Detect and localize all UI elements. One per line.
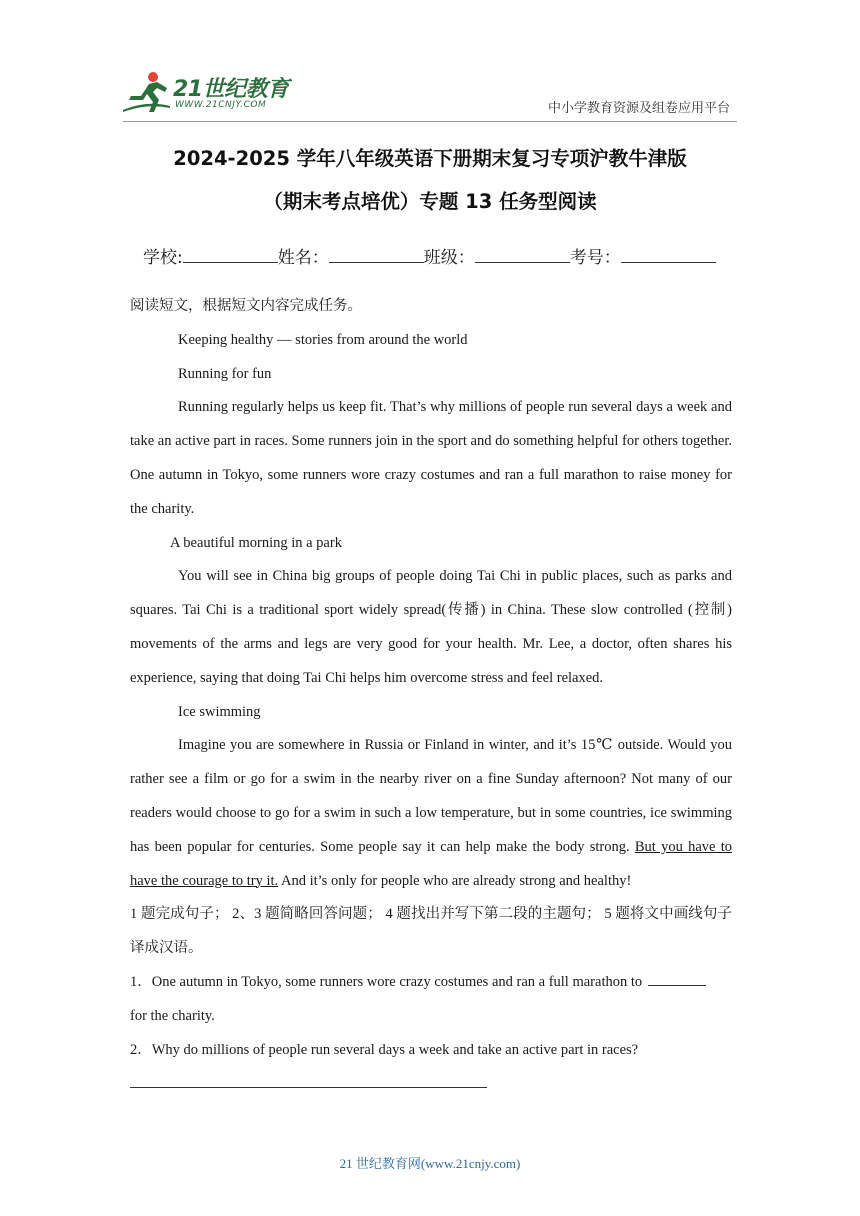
question-1-blank[interactable] bbox=[648, 971, 706, 986]
header-divider bbox=[123, 121, 737, 122]
school-label: 学校: bbox=[143, 248, 183, 268]
section3-text-b: And it’s only for people who are already strong and healthy! bbox=[278, 872, 632, 889]
underlined-sentence: But you have to have the courage to try it. bbox=[130, 838, 732, 889]
task-instructions: 1 题完成句子； 2、3 题简略回答问题； 4 题找出并写下第二段的主题句； 5 题将文中画线句子译成汉语。 bbox=[130, 906, 732, 957]
question-1-text: 1．One autumn in Tokyo, some runners wore crazy costumes and ran a full marathon to bbox=[130, 973, 643, 990]
page-footer: 21 世纪教育网(www.21cnjy.com) bbox=[339, 1156, 521, 1171]
logo-text: 21世纪教育 bbox=[173, 77, 289, 102]
question-1-continued: for the charity. bbox=[130, 1007, 215, 1024]
exam-number-field[interactable] bbox=[621, 247, 716, 263]
site-logo bbox=[123, 70, 303, 116]
section2-title: A beautiful morning in a park bbox=[170, 534, 342, 551]
student-info-row bbox=[143, 243, 716, 268]
doc-title-line1: 2024-2025 学年八年级英语下册期末复习专项沪教牛津版 bbox=[173, 147, 687, 170]
logo-url: WWW.21CNJY.COM bbox=[175, 100, 267, 110]
question-2-answer-line[interactable] bbox=[130, 1087, 487, 1088]
name-label: 姓名： bbox=[277, 248, 329, 268]
class-field[interactable] bbox=[475, 247, 570, 263]
exam-number-label: 考号： bbox=[569, 248, 621, 268]
name-field[interactable] bbox=[329, 247, 424, 263]
section1-title: Running for fun bbox=[178, 365, 272, 382]
section3-text-a: Imagine you are somewhere in Russia or Finland in winter, and it’s 15℃ outside. Would you rather see a film or go for a swim in the nearby river on a fine Sunday afternoon? Not many of our readers would choose to go for a swim in such a low temperature, but in some countries, ice swimming has been popular for centuries. Some people say it can help make the body strong. bbox=[130, 737, 732, 855]
question-1 bbox=[130, 966, 732, 1000]
passage-heading: Keeping healthy — stories from around the world bbox=[178, 331, 468, 348]
instructions: 阅读短文，根据短文内容完成任务。 bbox=[130, 298, 362, 314]
main-content bbox=[130, 290, 732, 1088]
page-header bbox=[0, 0, 860, 125]
section3-text bbox=[130, 729, 732, 898]
section3-title: Ice swimming bbox=[178, 703, 261, 720]
class-label: 班级： bbox=[423, 248, 475, 268]
platform-label: 中小学教育资源及组卷应用平台 bbox=[547, 100, 730, 115]
doc-title-line2: （期末考点培优）专题 13 任务型阅读 bbox=[263, 190, 597, 213]
section2-text: You will see in China big groups of people doing Tai Chi in public places, such as parks and squares. Tai Chi is a traditional sport widely spread(传播) in China. These slow controlled (控制) movements of the arms and legs are very good for your health. Mr. Lee, a doctor, often shares his experience, saying that doing Tai Chi helps him overcome stress and feel relaxed. bbox=[130, 568, 732, 686]
school-field[interactable] bbox=[183, 247, 278, 263]
question-2: 2．Why do millions of people run several days a week and take an active part in races? bbox=[130, 1041, 639, 1058]
section1-text: Running regularly helps us keep fit. That’s why millions of people run several days a week and take an active part in races. Some runners join in the sport and do something helpful for others together. One autumn in Tokyo, some runners wore crazy costumes and ran a full marathon to raise money for the charity. bbox=[130, 399, 732, 517]
runner-logo-icon bbox=[123, 70, 171, 114]
